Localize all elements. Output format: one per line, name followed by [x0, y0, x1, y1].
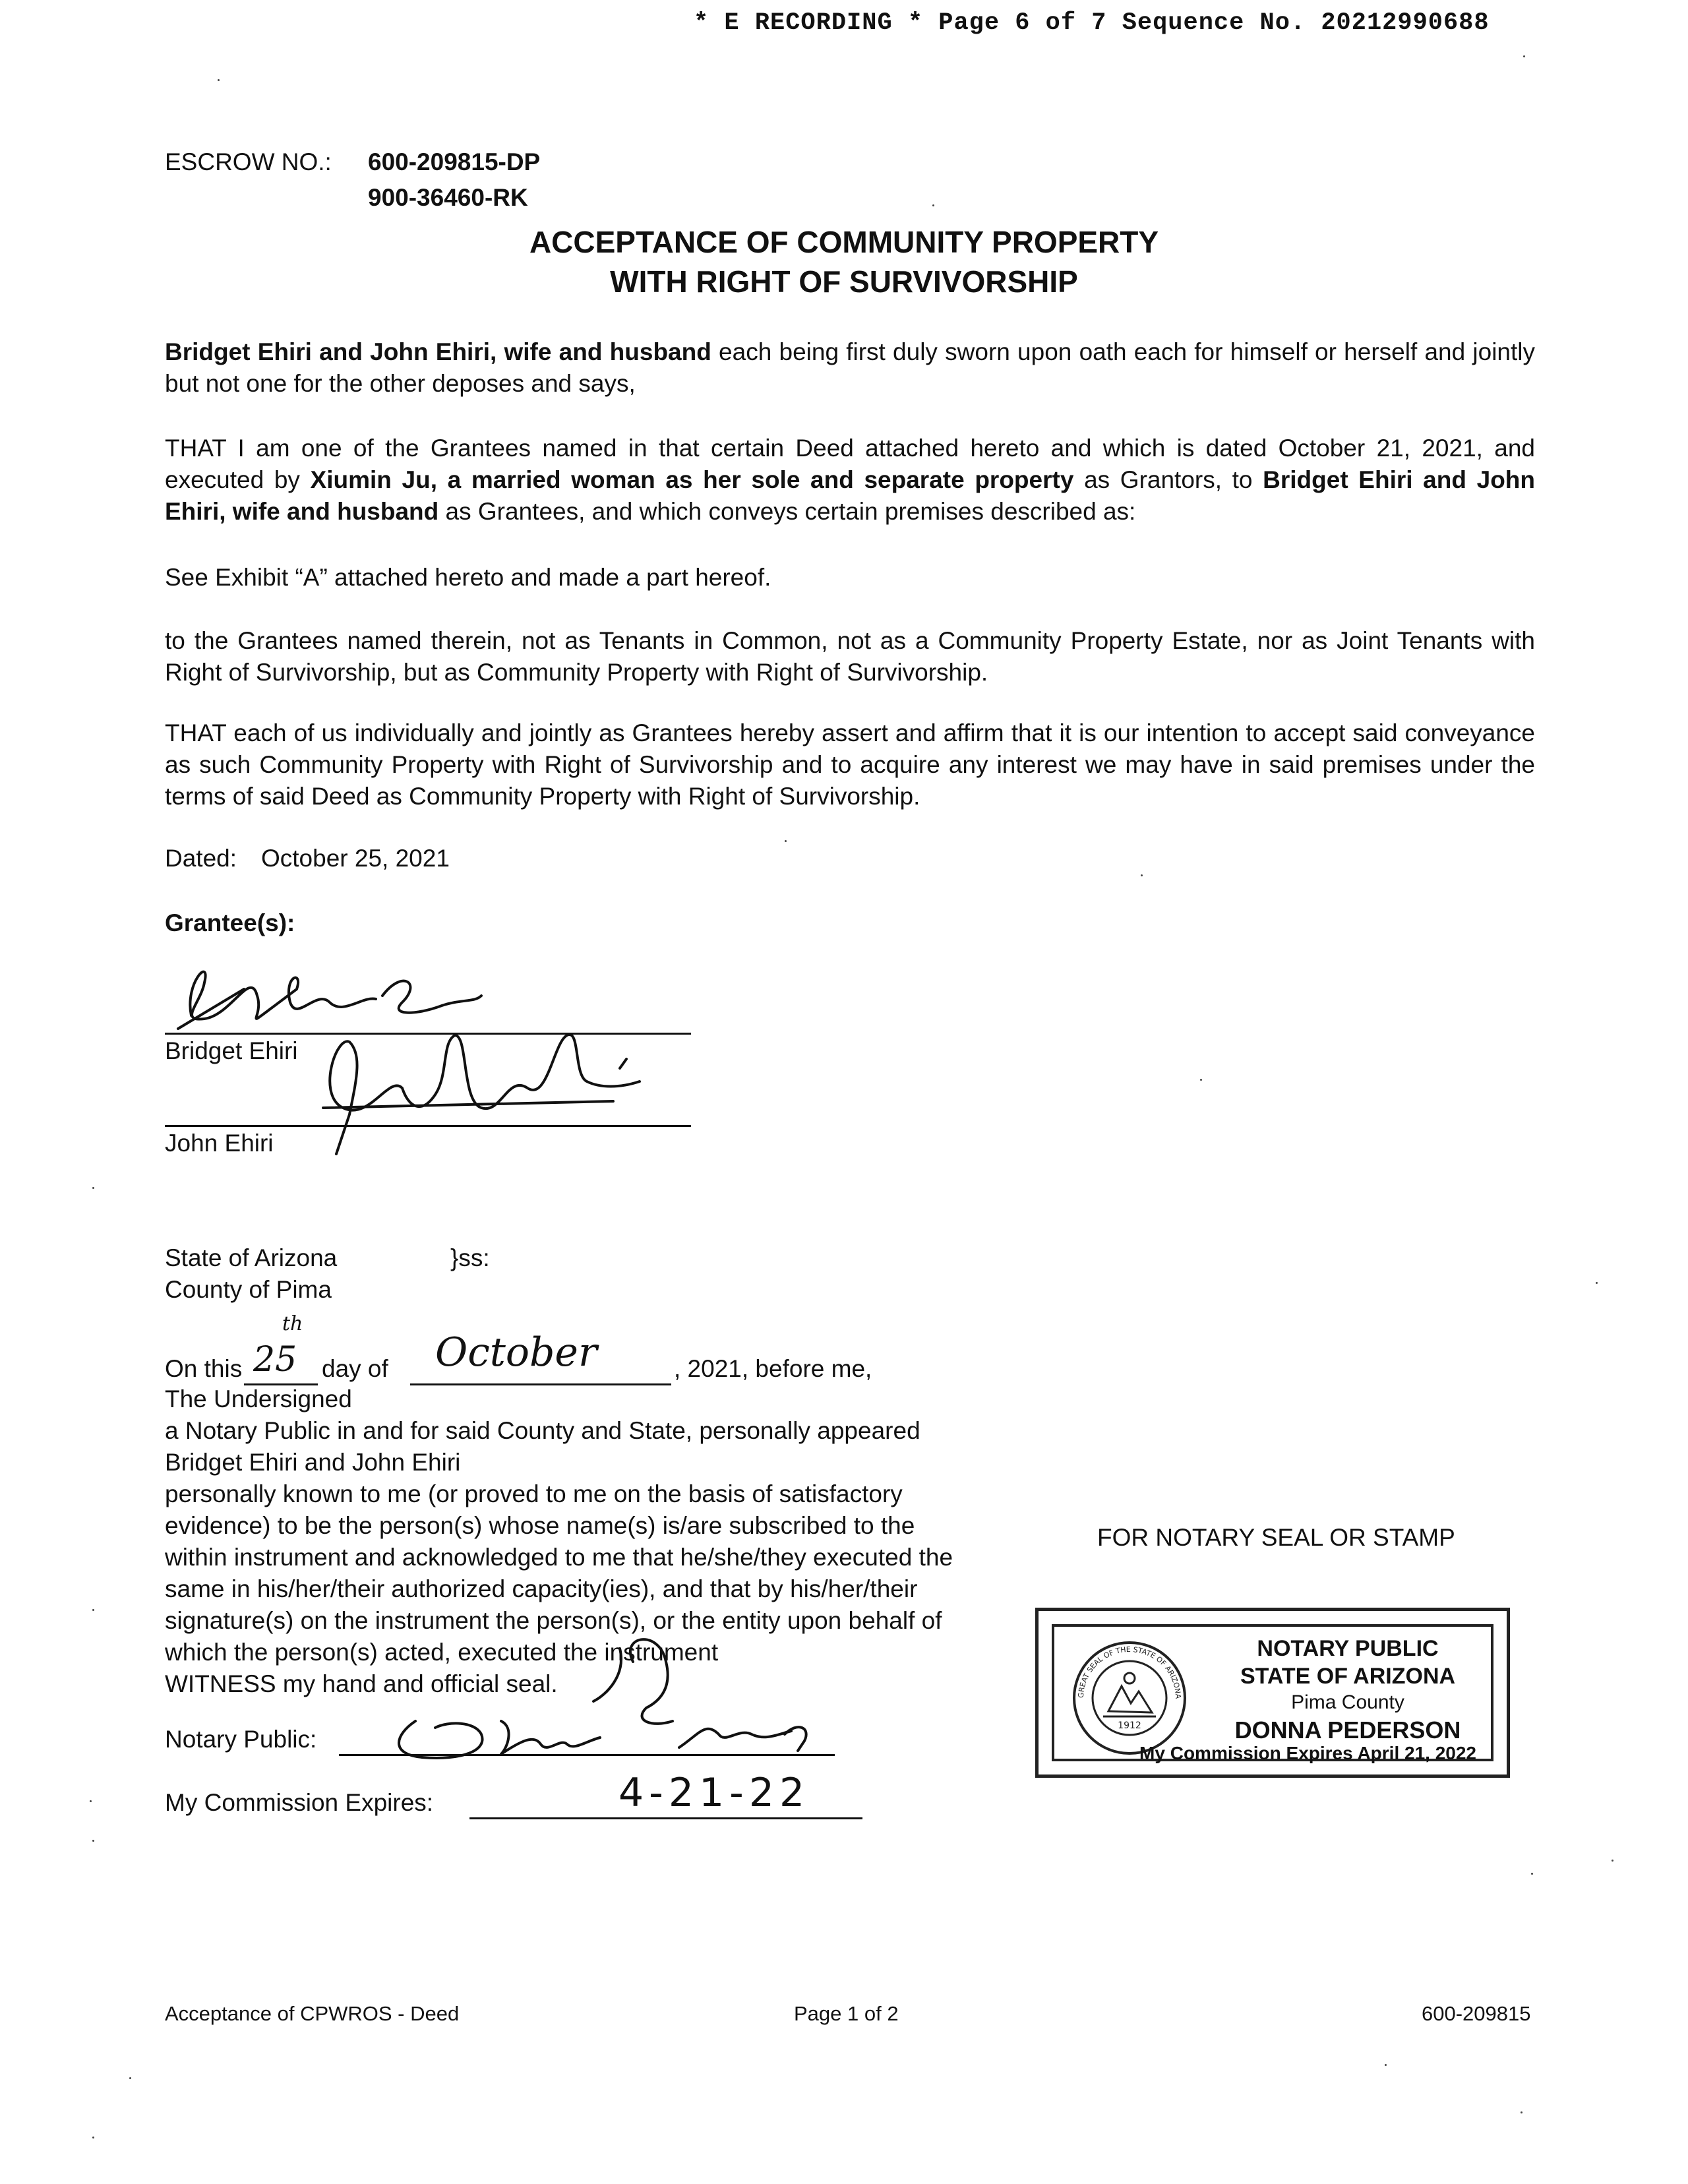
paragraph-tenancy: to the Grantees named therein, not as Tenants in Common, not as a Community Property Estate, nor as Joint Tenants with Right of Survivorship, but as Community Property with Right of Survivorship. — [165, 627, 1535, 686]
footer-doc-title: Acceptance of CPWROS - Deed — [165, 2002, 460, 2025]
document-title-line-2: WITH RIGHT OF SURVIVORSHIP — [610, 264, 1078, 299]
notary-signature — [369, 1622, 844, 1767]
signer-john-name: John Ehiri — [165, 1130, 274, 1157]
scan-speck — [1523, 55, 1525, 57]
grantee-names-2: Bridget Ehiri and John Ehiri, wife and husband — [165, 466, 1535, 525]
ack-names: Bridget Ehiri and John Ehiri — [165, 1449, 461, 1476]
ack-witness: WITNESS my hand and official seal. — [165, 1670, 558, 1697]
deed-text-1: THAT I am one of the Grantees named in that certain Deed attached hereto and which is dated October 21, 2021, and executed by — [165, 435, 1535, 493]
stamp-county: Pima County — [1291, 1691, 1404, 1713]
escrow-number-1: 600-209815-DP — [368, 148, 541, 175]
stamp-commission: My Commission Expires April 21, 2022 — [1139, 1743, 1476, 1763]
scan-speck — [932, 204, 934, 206]
paragraph-affirmation: THAT each of us individually and jointly as Grantees hereby assert and affirm that it is our intention to accept said conveyance as such Community Property with Right of Survivorship and to acquire any interest we may have in said premises under the terms of said Deed as Community Property with Right of Survivorship. — [165, 719, 1535, 810]
recording-header: * E RECORDING * Page 6 of 7 Sequence No. 20212990688 — [694, 9, 1490, 37]
stamp-notary-name: DONNA PEDERSON — [1234, 1716, 1461, 1744]
ack-notary-line: a Notary Public in and for said County and State, personally appeared — [165, 1417, 920, 1444]
arizona-state-seal — [1070, 1639, 1189, 1757]
scan-speck — [1200, 1079, 1202, 1081]
dated-value: October 25, 2021 — [261, 845, 450, 872]
scan-speck — [92, 1840, 94, 1842]
stamp-notary-public: NOTARY PUBLIC — [1257, 1636, 1439, 1661]
signer-bridget-name: Bridget Ehiri — [165, 1037, 298, 1064]
paragraph-deposes-text: each being first duly sworn upon oath each for himself or herself and jointly but not one for the other deposes and says, — [165, 338, 1535, 397]
handwritten-day-suffix: th — [282, 1312, 303, 1335]
month-underline — [410, 1383, 671, 1385]
grantee-names: Bridget Ehiri and John Ehiri, wife and husband — [165, 338, 711, 365]
paragraph-exhibit: See Exhibit “A” attached hereto and made a part hereof. — [165, 564, 771, 591]
scan-speck — [218, 79, 220, 81]
handwritten-commission-date: 4-21-22 — [618, 1770, 810, 1816]
footer-escrow-ref: 600-209815 — [1422, 2002, 1531, 2025]
notary-stamp-border — [1052, 1624, 1493, 1761]
venue-county: County of Pima — [165, 1276, 332, 1303]
deed-text-3: as Grantees, and which conveys certain premises described as: — [438, 498, 1136, 525]
notary-public-label: Notary Public: — [165, 1726, 317, 1753]
seal-box-label: FOR NOTARY SEAL OR STAMP — [1097, 1524, 1455, 1551]
scan-speck — [129, 2077, 131, 2079]
ack-which: which the person(s) acted, executed the instrument — [165, 1639, 719, 1666]
scan-speck — [1521, 2111, 1522, 2113]
scan-speck — [1385, 2064, 1387, 2066]
grantees-heading: Grantee(s): — [165, 909, 295, 936]
stamp-state: STATE OF ARIZONA — [1240, 1664, 1456, 1689]
john-signature — [310, 1016, 679, 1161]
scan-speck — [92, 1609, 94, 1611]
paragraph-deed-reference — [165, 433, 1535, 528]
dated-label: Dated: — [165, 845, 237, 872]
ack-on-this: On this — [165, 1355, 243, 1382]
ack-undersigned: The Undersigned — [165, 1385, 352, 1412]
escrow-label: ESCROW NO.: — [165, 148, 332, 175]
seal-ring-text: GREAT SEAL OF THE STATE OF ARIZONA — [1076, 1645, 1183, 1699]
ack-signature: signature(s) on the instrument the person(s), or the entity upon behalf of — [165, 1607, 942, 1634]
scan-speck — [92, 2137, 94, 2138]
scan-speck — [1531, 1873, 1533, 1875]
scan-speck — [92, 1187, 94, 1189]
ack-known: personally known to me (or proved to me on the basis of satisfactory — [165, 1480, 903, 1507]
ack-day-of: day of — [322, 1355, 388, 1382]
scan-speck — [785, 840, 787, 842]
ack-evidence: evidence) to be the person(s) whose name(s) is/are subscribed to the — [165, 1512, 915, 1539]
handwritten-day: 25 — [253, 1340, 297, 1380]
deed-text-2: as Grantors, to — [1073, 466, 1263, 493]
scan-speck — [1596, 1282, 1598, 1284]
notary-stamp — [1035, 1608, 1510, 1778]
commission-expires-line — [469, 1817, 862, 1819]
seal-year: 1912 — [1118, 1720, 1141, 1731]
document-title-line-1: ACCEPTANCE OF COMMUNITY PROPERTY — [529, 225, 1159, 259]
handwritten-month: October — [435, 1329, 597, 1376]
scan-speck — [1141, 874, 1143, 876]
venue-ss: }ss: — [450, 1244, 490, 1271]
scan-speck — [90, 1800, 92, 1802]
paragraph-deposes — [165, 336, 1535, 400]
footer-page-number: Page 1 of 2 — [794, 2002, 899, 2025]
ack-within: within instrument and acknowledged to me that he/she/they executed the — [165, 1544, 953, 1571]
commission-expires-label: My Commission Expires: — [165, 1789, 434, 1816]
venue-state: State of Arizona — [165, 1244, 338, 1271]
grantor-names: Xiumin Ju, a married woman as her sole and separate property — [310, 466, 1074, 493]
escrow-number-2: 900-36460-RK — [368, 184, 528, 211]
ack-year: , 2021, before me, — [674, 1355, 872, 1382]
ack-same: same in his/her/their authorized capacity(ies), and that by his/her/their — [165, 1575, 918, 1602]
scan-speck — [1612, 1860, 1613, 1862]
